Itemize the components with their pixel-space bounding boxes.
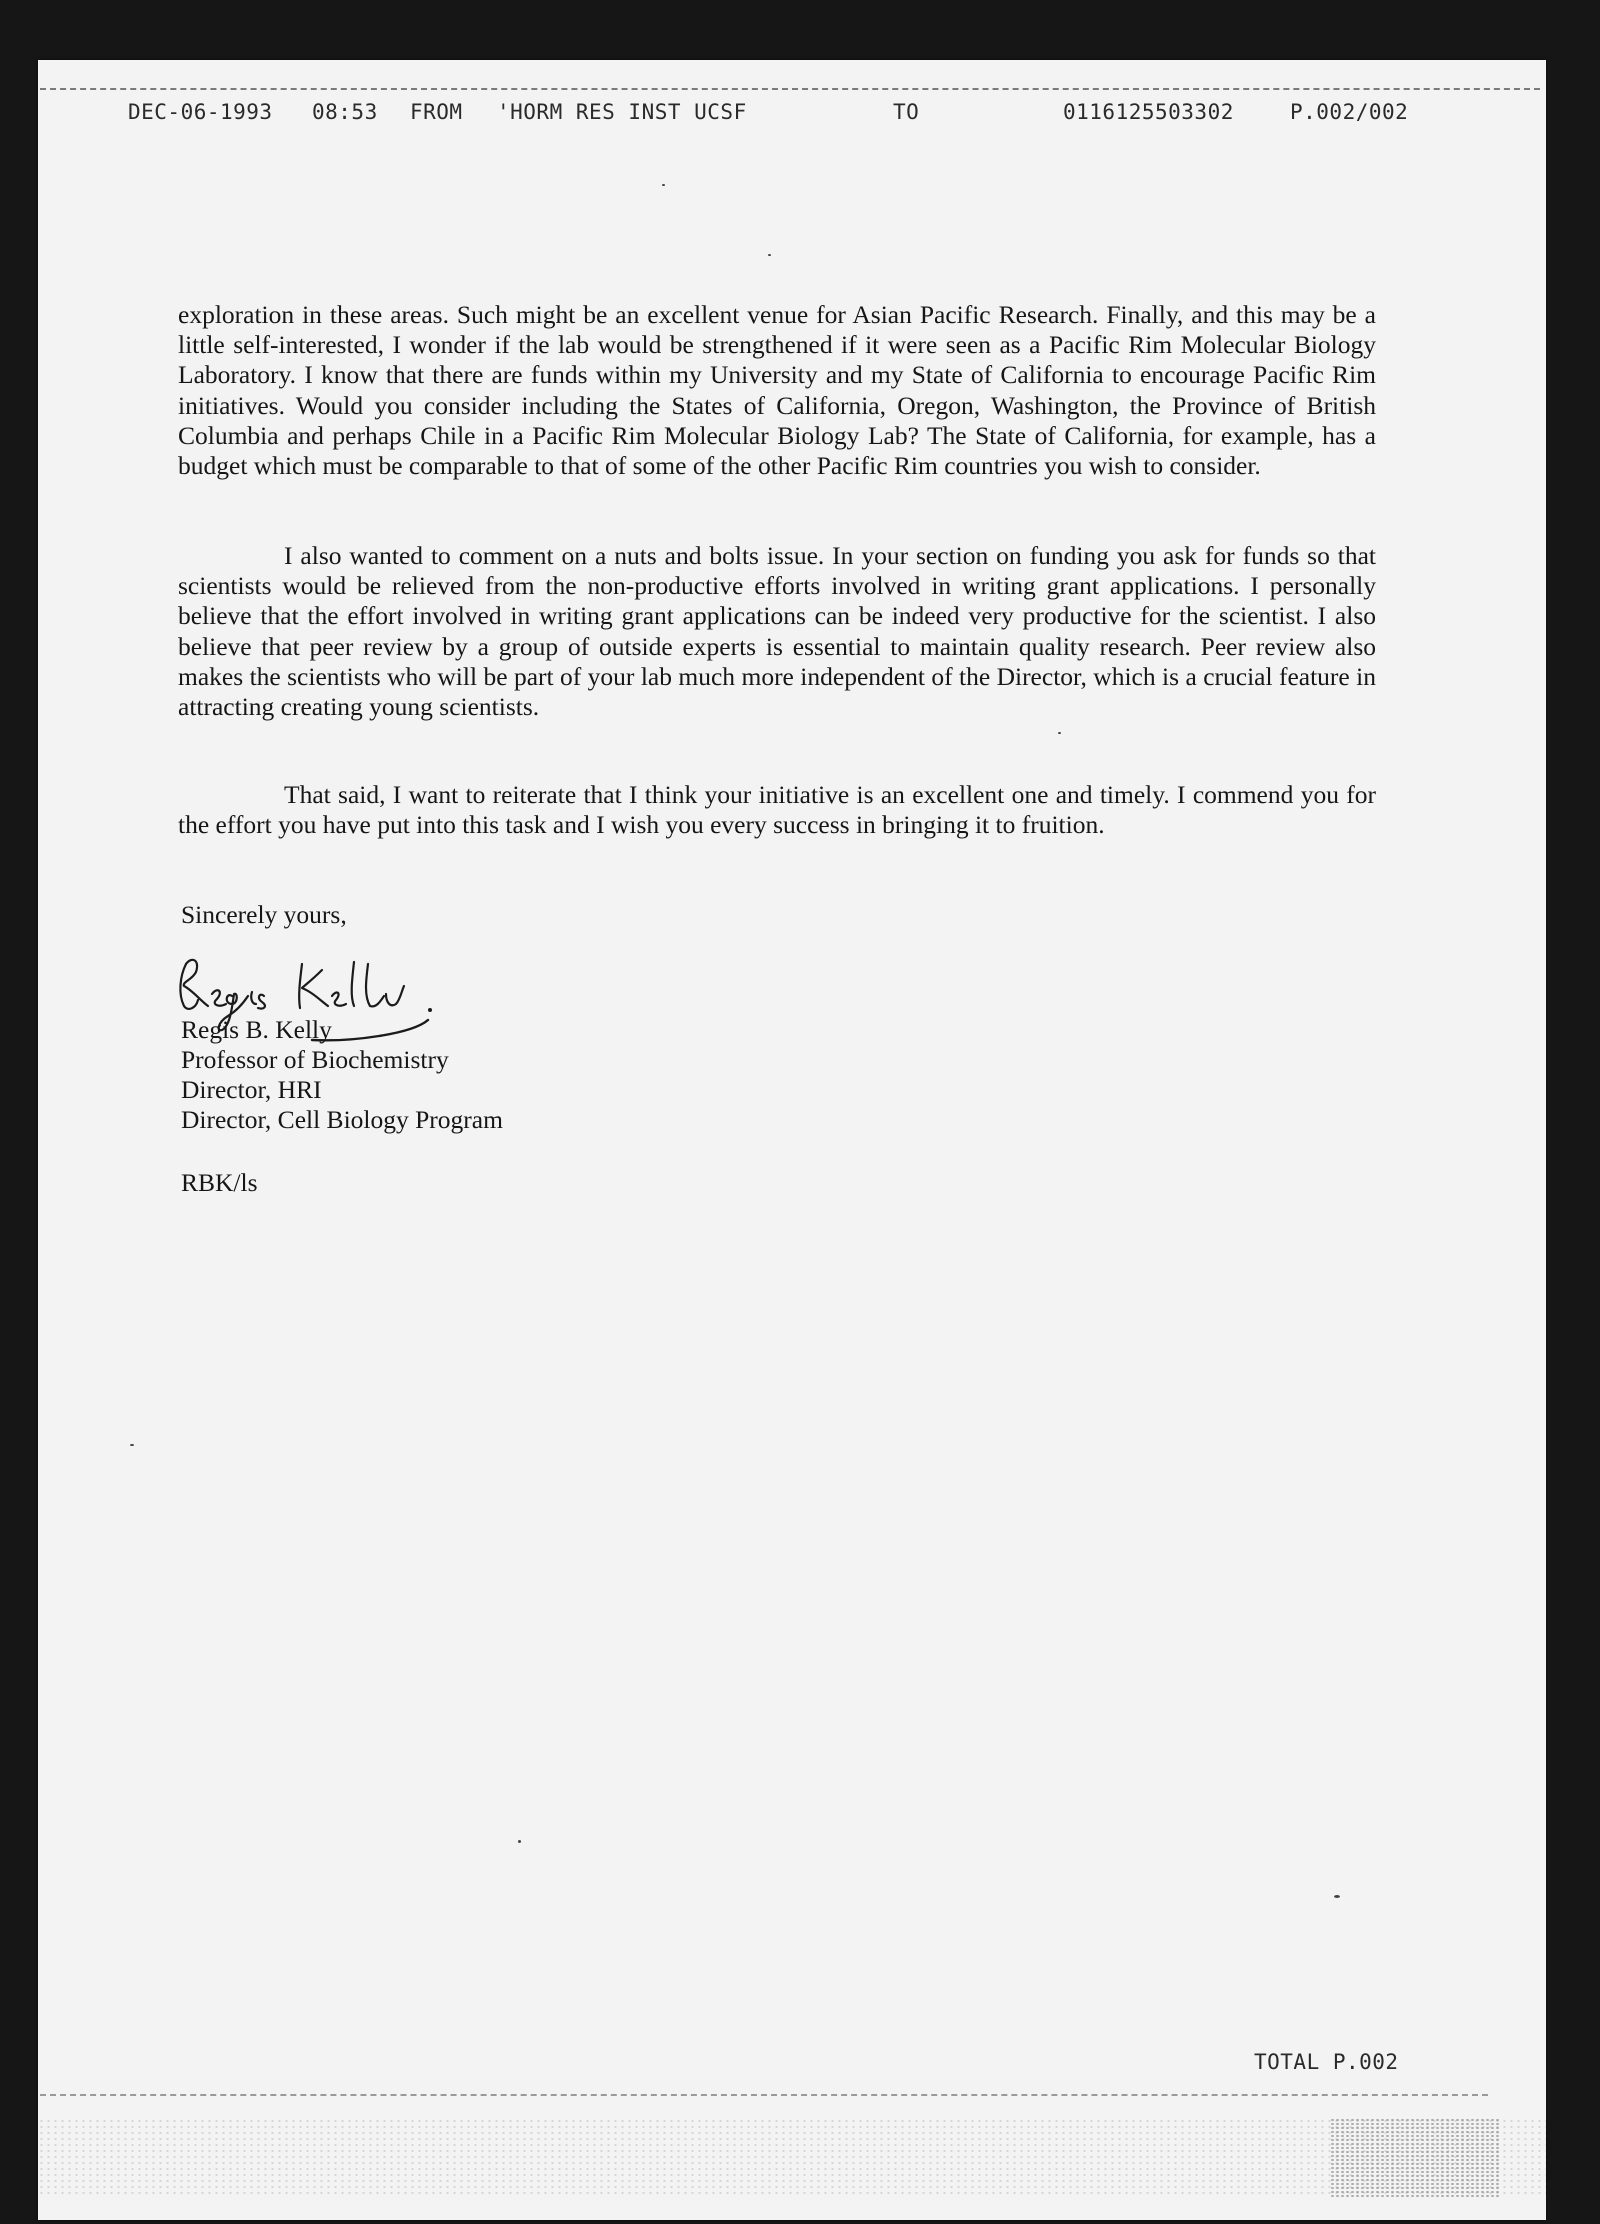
closing: Sincerely yours, <box>181 900 347 929</box>
fax-footer-total: TOTAL P.002 <box>1254 2050 1399 2074</box>
scan-speck <box>518 1840 521 1843</box>
scan-speck <box>1058 732 1061 734</box>
signer-title-3: Director, Cell Biology Program <box>181 1105 503 1134</box>
fax-header-number: 0116125503302 <box>1063 100 1234 124</box>
fax-header-from-value: 'HORM RES INST UCSF <box>497 100 747 124</box>
scan-speck <box>130 1444 134 1446</box>
fax-header-to-label: TO <box>893 100 920 124</box>
scan-speck <box>768 254 771 256</box>
fax-bottom-rule <box>40 2094 1488 2096</box>
signer-title-2: Director, HRI <box>181 1075 322 1104</box>
typist-initials: RBK/ls <box>181 1168 258 1197</box>
fax-header-page: P.002/002 <box>1290 100 1409 124</box>
letter-body-paragraph-3 <box>178 780 1376 840</box>
paragraph-2: I also wanted to comment on a nuts and bolts issue. In your section on funding you ask for funds so that scientists would be relieved from the non-productive efforts involved in writing grant applications. I personally believe that the effort involved in writing grant applications can be indeed very productive for the scientist. I also believe that peer review by a group of outside experts is essential to maintain quality research. Peer review also makes the scientists who will be part of your lab much more independent of the Director, which is a crucial feature in attracting creating young scientists. <box>178 541 1376 722</box>
scan-speck <box>662 184 665 186</box>
signer-name: Regis B. Kelly <box>181 1015 332 1044</box>
scan-noise-band-dense <box>1330 2118 1500 2198</box>
fax-header-from-label: FROM <box>410 100 463 124</box>
paragraph-1: exploration in these areas. Such might be an excellent venue for Asian Pacific Research. Finally, and this may be a little self-interested, I wonder if the lab would be strengthened if it were seen as a Pacific Rim Molecular Biology Laboratory. I know that there are funds within my University and my State of California to encourage Pacific Rim initiatives. Would you consider including the States of California, Oregon, Washington, the Province of British Columbia and perhaps Chile in a Pacific Rim Molecular Biology Lab? The State of California, for example, has a budget which must be comparable to that of some of the other Pacific Rim countries you wish to consider. <box>178 300 1376 481</box>
letter-body-paragraph-2 <box>178 541 1376 722</box>
letter-body <box>178 300 1376 481</box>
signer-title-1: Professor of Biochemistry <box>181 1045 449 1074</box>
scan-speck <box>1334 1895 1340 1898</box>
fax-header-date: DEC-06-1993 <box>128 100 273 124</box>
fax-top-rule <box>40 88 1540 90</box>
scan-noise-band <box>38 2118 1546 2198</box>
paragraph-3: That said, I want to reiterate that I think your initiative is an excellent one and timely. I commend you for the effort you have put into this task and I wish you every success in bringing it to fruition. <box>178 780 1376 840</box>
fax-header-time: 08:53 <box>312 100 378 124</box>
